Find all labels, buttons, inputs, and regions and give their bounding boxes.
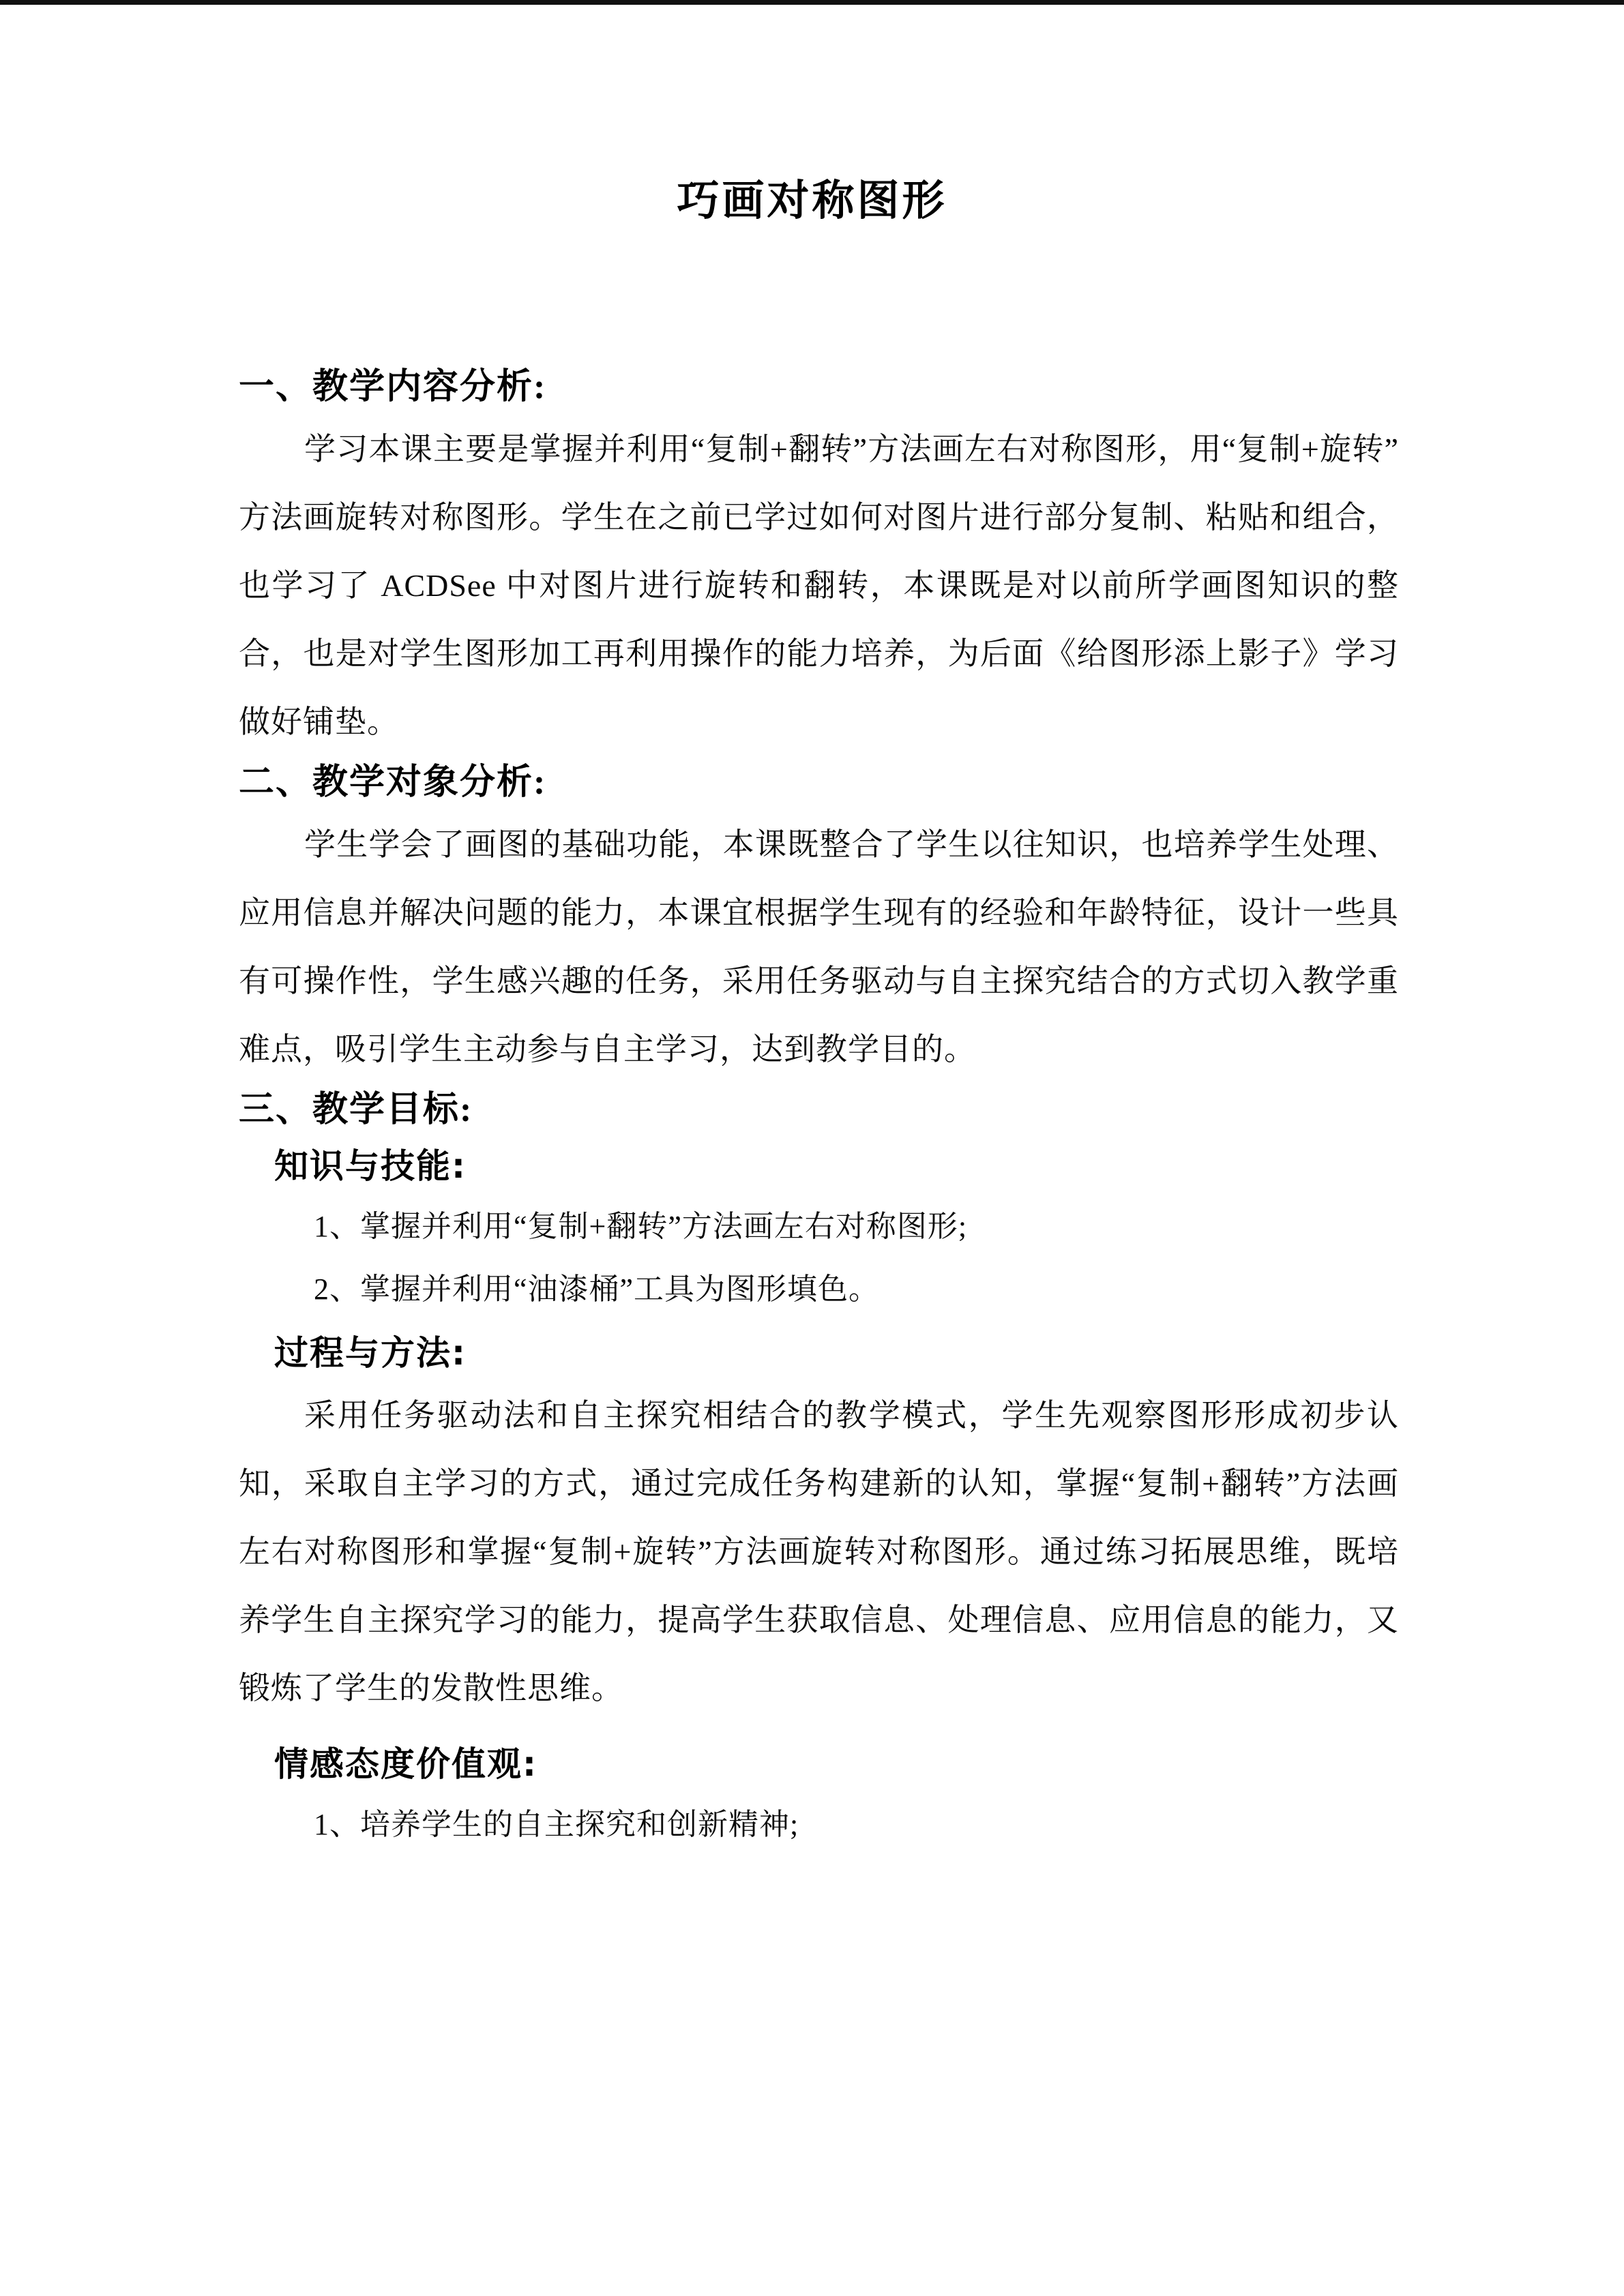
subsection-process-and-methods	[239, 1330, 1399, 1723]
paragraph: 学习本课主要是掌握并利用“复制+翻转”方法画左右对称图形，用“复制+旋转”方法画旋转对称图形。学生在之前已学过如何对图片进行部分复制、粘贴和组合，也学习了 ACDSee 中对图片进行旋转和翻转，本课既是对以前所学画图知识的整合，也是对学生图形加工再利用操作的能力培养，为后面《给图形添上影子》学习做好铺垫。	[239, 431, 1399, 739]
section-teaching-content-analysis	[239, 363, 1399, 756]
page-title: 巧画对称图形	[677, 175, 947, 225]
subsection-heading: 情感态度价值观:	[274, 1744, 537, 1785]
subsection-knowledge-and-skills	[239, 1144, 1399, 1321]
list-item: 1、培养学生的自主探究和创新精神;	[314, 1807, 799, 1841]
section-heading: 三、教学目标:	[239, 1090, 473, 1129]
title-spacer	[239, 227, 1399, 363]
list-item: 1、掌握并利用“复制+翻转”方法画左右对称图形;	[314, 1209, 968, 1243]
list-item: 2、掌握并利用“油漆桶”工具为图形填色。	[314, 1272, 880, 1306]
subsection-attitudes-and-values	[239, 1742, 1399, 1856]
section-heading: 二、教学对象分析:	[239, 762, 547, 802]
paragraph: 学生学会了画图的基础功能，本课既整合了学生以往知识，也培养学生处理、应用信息并解决问题的能力，本课宜根据学生现有的经验和年龄特征，设计一些具有可操作性，学生感兴趣的任务，采用任务驱动与自主探究结合的方式切入教学重难点，吸引学生主动参与自主学习，达到教学目的。	[239, 826, 1399, 1067]
subsection-spacer	[239, 1725, 1399, 1732]
section-teaching-objectives	[239, 1086, 1399, 1856]
subsection-heading: 过程与方法:	[274, 1332, 467, 1373]
paragraph: 采用任务驱动法和自主探究相结合的教学模式，学生先观察图形形成初步认知，采取自主学习的方式，通过完成任务构建新的认知，掌握“复制+翻转”方法画左右对称图形和掌握“复制+旋转”方法画旋转对称图形。通过练习拓展思维，既培养学生自主探究学习的能力，提高学生获取信息、处理信息、应用信息的能力，又锻炼了学生的发散性思维。	[239, 1398, 1399, 1706]
section-heading: 一、教学内容分析:	[239, 367, 547, 406]
section-student-analysis	[239, 759, 1399, 1084]
subsection-heading: 知识与技能:	[274, 1146, 467, 1187]
